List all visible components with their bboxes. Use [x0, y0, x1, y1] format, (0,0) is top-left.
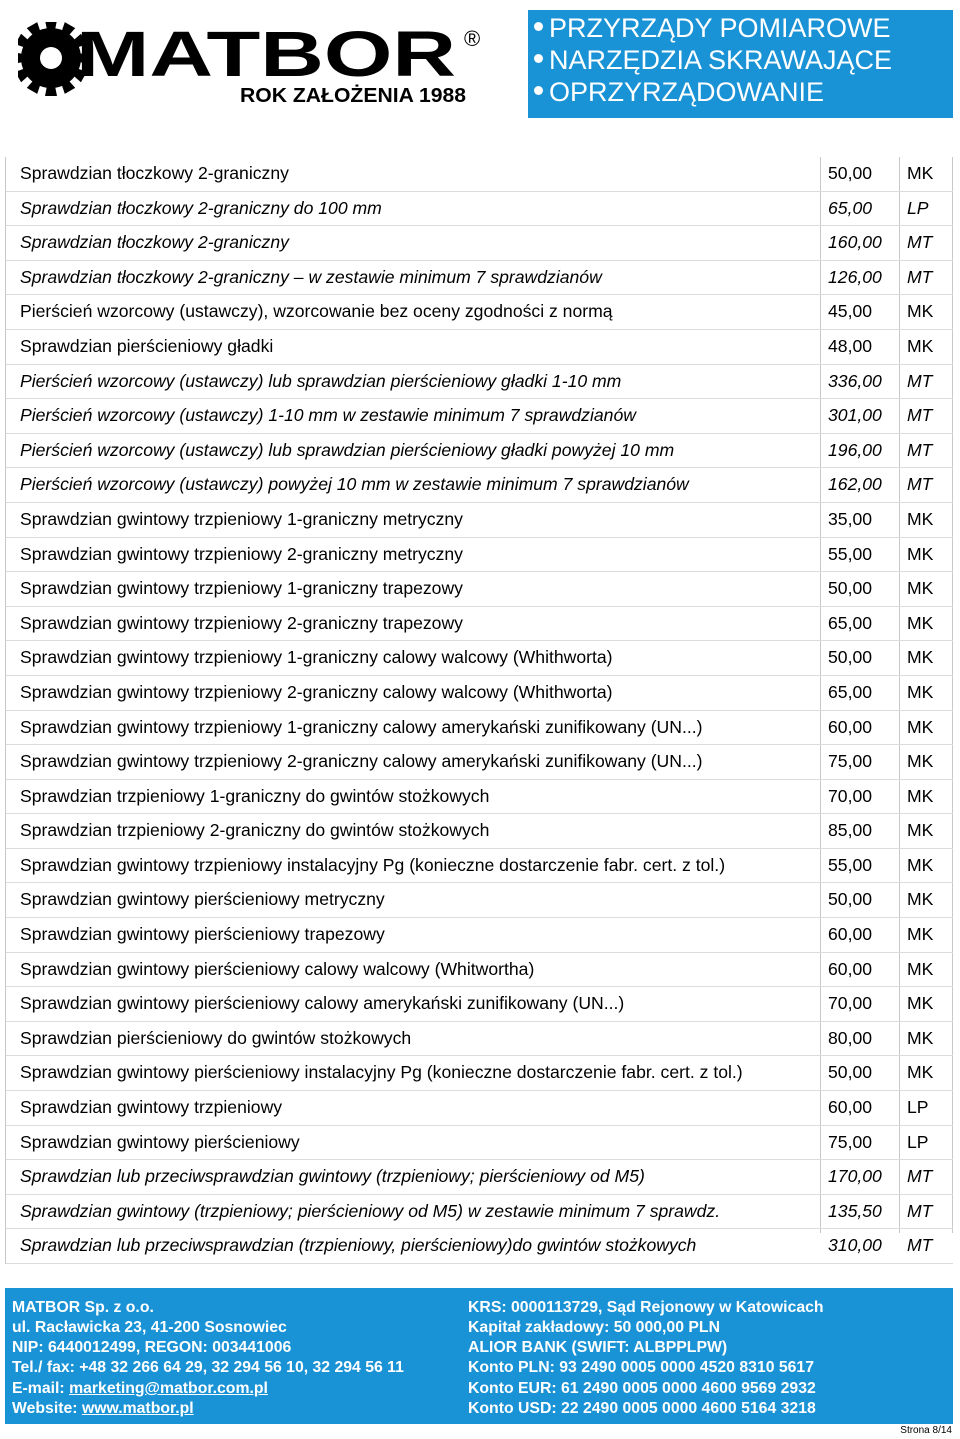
logo-subtitle: ROK ZAŁOŻENIA 1988 — [240, 85, 454, 104]
item-name: Sprawdzian gwintowy trzpieniowy — [20, 1097, 283, 1118]
item-name: Sprawdzian pierścieniowy do gwintów stożkowych — [20, 1027, 412, 1048]
item-name: Sprawdzian pierścieniowy gładki — [20, 335, 274, 356]
item-unit: MK — [907, 612, 934, 633]
item-name: Pierścień wzorcowy (ustawczy) powyżej 10 mm w zestawie minimum 7 sprawdzianów — [20, 474, 689, 495]
item-name: Sprawdzian gwintowy trzpieniowy 2-graniczny calowy walcowy (Whithworta) — [20, 681, 613, 702]
item-price: 170,00 — [828, 1166, 882, 1187]
item-unit: MT — [907, 405, 933, 426]
table-row — [5, 538, 953, 573]
item-price: 60,00 — [828, 716, 873, 737]
item-price: 60,00 — [828, 1097, 873, 1118]
company-website: Website: www.matbor.pl — [12, 1400, 194, 1417]
page-number: Strona 8/14 — [900, 1425, 952, 1436]
item-price: 75,00 — [828, 1131, 873, 1152]
item-unit: MK — [907, 1062, 934, 1083]
item-price: 70,00 — [828, 785, 873, 806]
table-row — [5, 1160, 953, 1195]
bullet-icon — [534, 86, 543, 95]
share-capital: Kapitał zakładowy: 50 000,00 PLN — [468, 1319, 720, 1336]
table-row — [5, 676, 953, 711]
item-price: 50,00 — [828, 1062, 873, 1083]
item-unit: MK — [907, 924, 934, 945]
item-price: 65,00 — [828, 612, 873, 633]
item-unit: MT — [907, 370, 933, 391]
table-row — [5, 1229, 953, 1264]
item-unit: MT — [907, 1200, 933, 1221]
table-row — [5, 814, 953, 849]
item-price: 301,00 — [828, 405, 882, 426]
table-row — [5, 745, 953, 780]
item-unit: MK — [907, 163, 934, 183]
table-row — [5, 987, 953, 1022]
tagline-item: PRZYRZĄDY POMIAROWE — [534, 13, 891, 44]
item-name: Sprawdzian gwintowy pierścieniowy trapezowy — [20, 924, 385, 945]
item-name: Sprawdzian gwintowy trzpieniowy 1-graniczny calowy amerykański zunifikowany (UN...) — [20, 716, 703, 737]
item-price: 162,00 — [828, 474, 882, 495]
table-row — [5, 157, 953, 192]
table-row — [5, 365, 953, 400]
item-unit: MK — [907, 647, 934, 668]
item-name: Sprawdzian gwintowy pierścieniowy calowy walcowy (Whitwortha) — [20, 958, 535, 979]
table-row — [5, 399, 953, 434]
table-row — [5, 226, 953, 261]
item-price: 50,00 — [828, 163, 873, 183]
item-unit: MT — [907, 1166, 933, 1187]
item-name: Pierścień wzorcowy (ustawczy) lub sprawdzian pierścieniowy gładki 1-10 mm — [20, 370, 622, 391]
item-price: 70,00 — [828, 993, 873, 1014]
table-row — [5, 261, 953, 296]
bank-name: ALIOR BANK (SWIFT: ALBPPLPW) — [468, 1339, 728, 1356]
item-unit: MK — [907, 854, 934, 875]
item-name: Sprawdzian gwintowy pierścieniowy calowy amerykański zunifikowany (UN...) — [20, 993, 625, 1014]
item-unit: MK — [907, 751, 934, 772]
table-row — [5, 953, 953, 988]
table-row — [5, 468, 953, 503]
item-price: 50,00 — [828, 889, 873, 910]
item-price: 160,00 — [828, 232, 882, 253]
matbor-logo — [18, 22, 488, 104]
company-email: E-mail: marketing@matbor.com.pl — [12, 1380, 268, 1397]
website-link[interactable]: www.matbor.pl — [81, 1400, 194, 1417]
item-unit: MT — [907, 266, 933, 287]
item-price: 50,00 — [828, 647, 873, 668]
item-unit: MT — [907, 232, 933, 253]
item-unit: MT — [907, 439, 933, 460]
item-unit: MK — [907, 578, 934, 599]
item-unit: MK — [907, 681, 934, 702]
item-unit: MK — [907, 335, 934, 356]
item-name: Sprawdzian lub przeciwsprawdzian (trzpieniowy, pierścieniowy)do gwintów stożkowych — [20, 1235, 697, 1256]
item-unit: LP — [907, 1131, 929, 1152]
registered-mark: ® — [464, 26, 481, 51]
table-row — [5, 434, 953, 469]
account-eur: Konto EUR: 61 2490 0005 0000 4600 9569 2932 — [468, 1380, 816, 1397]
item-price: 310,00 — [828, 1235, 882, 1256]
item-price: 85,00 — [828, 820, 873, 841]
bullet-icon — [534, 54, 543, 63]
table-row — [5, 1195, 953, 1230]
table-row — [5, 1056, 953, 1091]
tagline-item: NARZĘDZIA SKRAWAJĄCE — [534, 45, 892, 76]
item-price: 55,00 — [828, 543, 873, 564]
table-row — [5, 1126, 953, 1161]
item-name: Sprawdzian tłoczkowy 2-graniczny – w zestawie minimum 7 sprawdzianów — [20, 266, 602, 287]
item-unit: MK — [907, 958, 934, 979]
item-name: Sprawdzian gwintowy trzpieniowy 2-graniczny metryczny — [20, 543, 463, 564]
item-unit: MT — [907, 474, 933, 495]
logo-wordmark: MATBOR — [76, 22, 456, 90]
table-row — [5, 641, 953, 676]
item-name: Sprawdzian trzpieniowy 2-graniczny do gwintów stożkowych — [20, 820, 490, 841]
item-name: Sprawdzian gwintowy pierścieniowy metryczny — [20, 889, 385, 910]
item-name: Sprawdzian gwintowy trzpieniowy 2-graniczny trapezowy — [20, 612, 463, 633]
item-name: Sprawdzian gwintowy trzpieniowy instalacyjny Pg (konieczne dostarczenie fabr. cert. z tol.) — [20, 854, 726, 875]
item-unit: MK — [907, 301, 934, 322]
item-name: Pierścień wzorcowy (ustawczy) lub sprawdzian pierścieniowy gładki powyżej 10 mm — [20, 439, 675, 460]
item-price: 50,00 — [828, 578, 873, 599]
table-row — [5, 572, 953, 607]
item-price: 55,00 — [828, 854, 873, 875]
item-name: Sprawdzian gwintowy trzpieniowy 1-graniczny metryczny — [20, 508, 463, 529]
tagline-banner — [528, 10, 953, 118]
krs-info: KRS: 0000113729, Sąd Rejonowy w Katowicach — [468, 1299, 824, 1316]
item-price: 126,00 — [828, 266, 882, 287]
item-price: 336,00 — [828, 370, 882, 391]
table-row — [5, 780, 953, 815]
item-unit: MK — [907, 1027, 934, 1048]
item-unit: LP — [907, 197, 929, 218]
item-unit: LP — [907, 1097, 929, 1118]
item-unit: MT — [907, 1235, 933, 1256]
item-name: Pierścień wzorcowy (ustawczy), wzorcowanie bez oceny zgodności z normą — [20, 301, 613, 322]
item-price: 75,00 — [828, 751, 873, 772]
company-address: ul. Racławicka 23, 41-200 Sosnowiec — [12, 1319, 287, 1336]
table-row — [5, 607, 953, 642]
item-unit: MK — [907, 820, 934, 841]
item-name: Pierścień wzorcowy (ustawczy) 1-10 mm w zestawie minimum 7 sprawdzianów — [20, 405, 636, 426]
item-price: 35,00 — [828, 508, 873, 529]
table-row — [5, 711, 953, 746]
item-price: 48,00 — [828, 335, 873, 356]
item-unit: MK — [907, 508, 934, 529]
item-name: Sprawdzian gwintowy trzpieniowy 1-graniczny calowy walcowy (Whithworta) — [20, 647, 613, 668]
table-row — [5, 883, 953, 918]
page-header — [0, 0, 960, 120]
item-unit: MK — [907, 993, 934, 1014]
item-price: 45,00 — [828, 301, 873, 322]
table-row — [5, 503, 953, 538]
table-row — [5, 849, 953, 884]
item-name: Sprawdzian gwintowy pierścieniowy instalacyjny Pg (konieczne dostarczenie fabr. cert. z tol.) — [20, 1062, 743, 1083]
item-unit: MK — [907, 543, 934, 564]
table-row — [5, 1091, 953, 1126]
item-price: 60,00 — [828, 924, 873, 945]
item-name: Sprawdzian trzpieniowy 1-graniczny do gwintów stożkowych — [20, 785, 490, 806]
item-name: Sprawdzian gwintowy trzpieniowy 1-graniczny trapezowy — [20, 578, 463, 599]
item-unit: MK — [907, 716, 934, 737]
table-row — [5, 1022, 953, 1057]
table-row — [5, 918, 953, 953]
item-name: Sprawdzian gwintowy (trzpieniowy; pierścieniowy od M5) w zestawie minimum 7 sprawdz. — [20, 1200, 721, 1221]
item-price: 80,00 — [828, 1027, 873, 1048]
item-price: 196,00 — [828, 439, 882, 460]
item-price: 65,00 — [828, 197, 873, 218]
table-row — [5, 295, 953, 330]
account-usd: Konto USD: 22 2490 0005 0000 4600 5164 3218 — [468, 1400, 816, 1417]
item-name: Sprawdzian tłoczkowy 2-graniczny — [20, 163, 289, 183]
account-pln: Konto PLN: 93 2490 0005 0000 4520 8310 5617 — [468, 1359, 815, 1376]
item-price: 135,50 — [828, 1200, 882, 1221]
company-footer — [5, 1288, 953, 1424]
item-name: Sprawdzian lub przeciwsprawdzian gwintowy (trzpieniowy; pierścieniowy od M5) — [20, 1166, 645, 1187]
item-name: Sprawdzian gwintowy trzpieniowy 2-graniczny calowy amerykański zunifikowany (UN...) — [20, 751, 703, 772]
email-link[interactable]: marketing@matbor.com.pl — [69, 1380, 268, 1397]
item-price: 65,00 — [828, 681, 873, 702]
bullet-icon — [534, 22, 543, 31]
item-unit: MK — [907, 889, 934, 910]
price-table — [5, 157, 953, 1264]
company-name: MATBOR Sp. z o.o. — [12, 1299, 154, 1316]
item-name: Sprawdzian gwintowy pierścieniowy — [20, 1131, 300, 1152]
company-tax-ids: NIP: 6440012499, REGON: 003441006 — [12, 1339, 292, 1356]
item-name: Sprawdzian tłoczkowy 2-graniczny do 100 mm — [20, 197, 382, 218]
table-row — [5, 330, 953, 365]
table-row — [5, 192, 953, 227]
item-unit: MK — [907, 785, 934, 806]
item-price: 60,00 — [828, 958, 873, 979]
company-phone: Tel./ fax: +48 32 266 64 29, 32 294 56 10, 32 294 56 11 — [12, 1359, 404, 1376]
tagline-item: OPRZYRZĄDOWANIE — [534, 77, 824, 108]
item-name: Sprawdzian tłoczkowy 2-graniczny — [20, 232, 289, 253]
